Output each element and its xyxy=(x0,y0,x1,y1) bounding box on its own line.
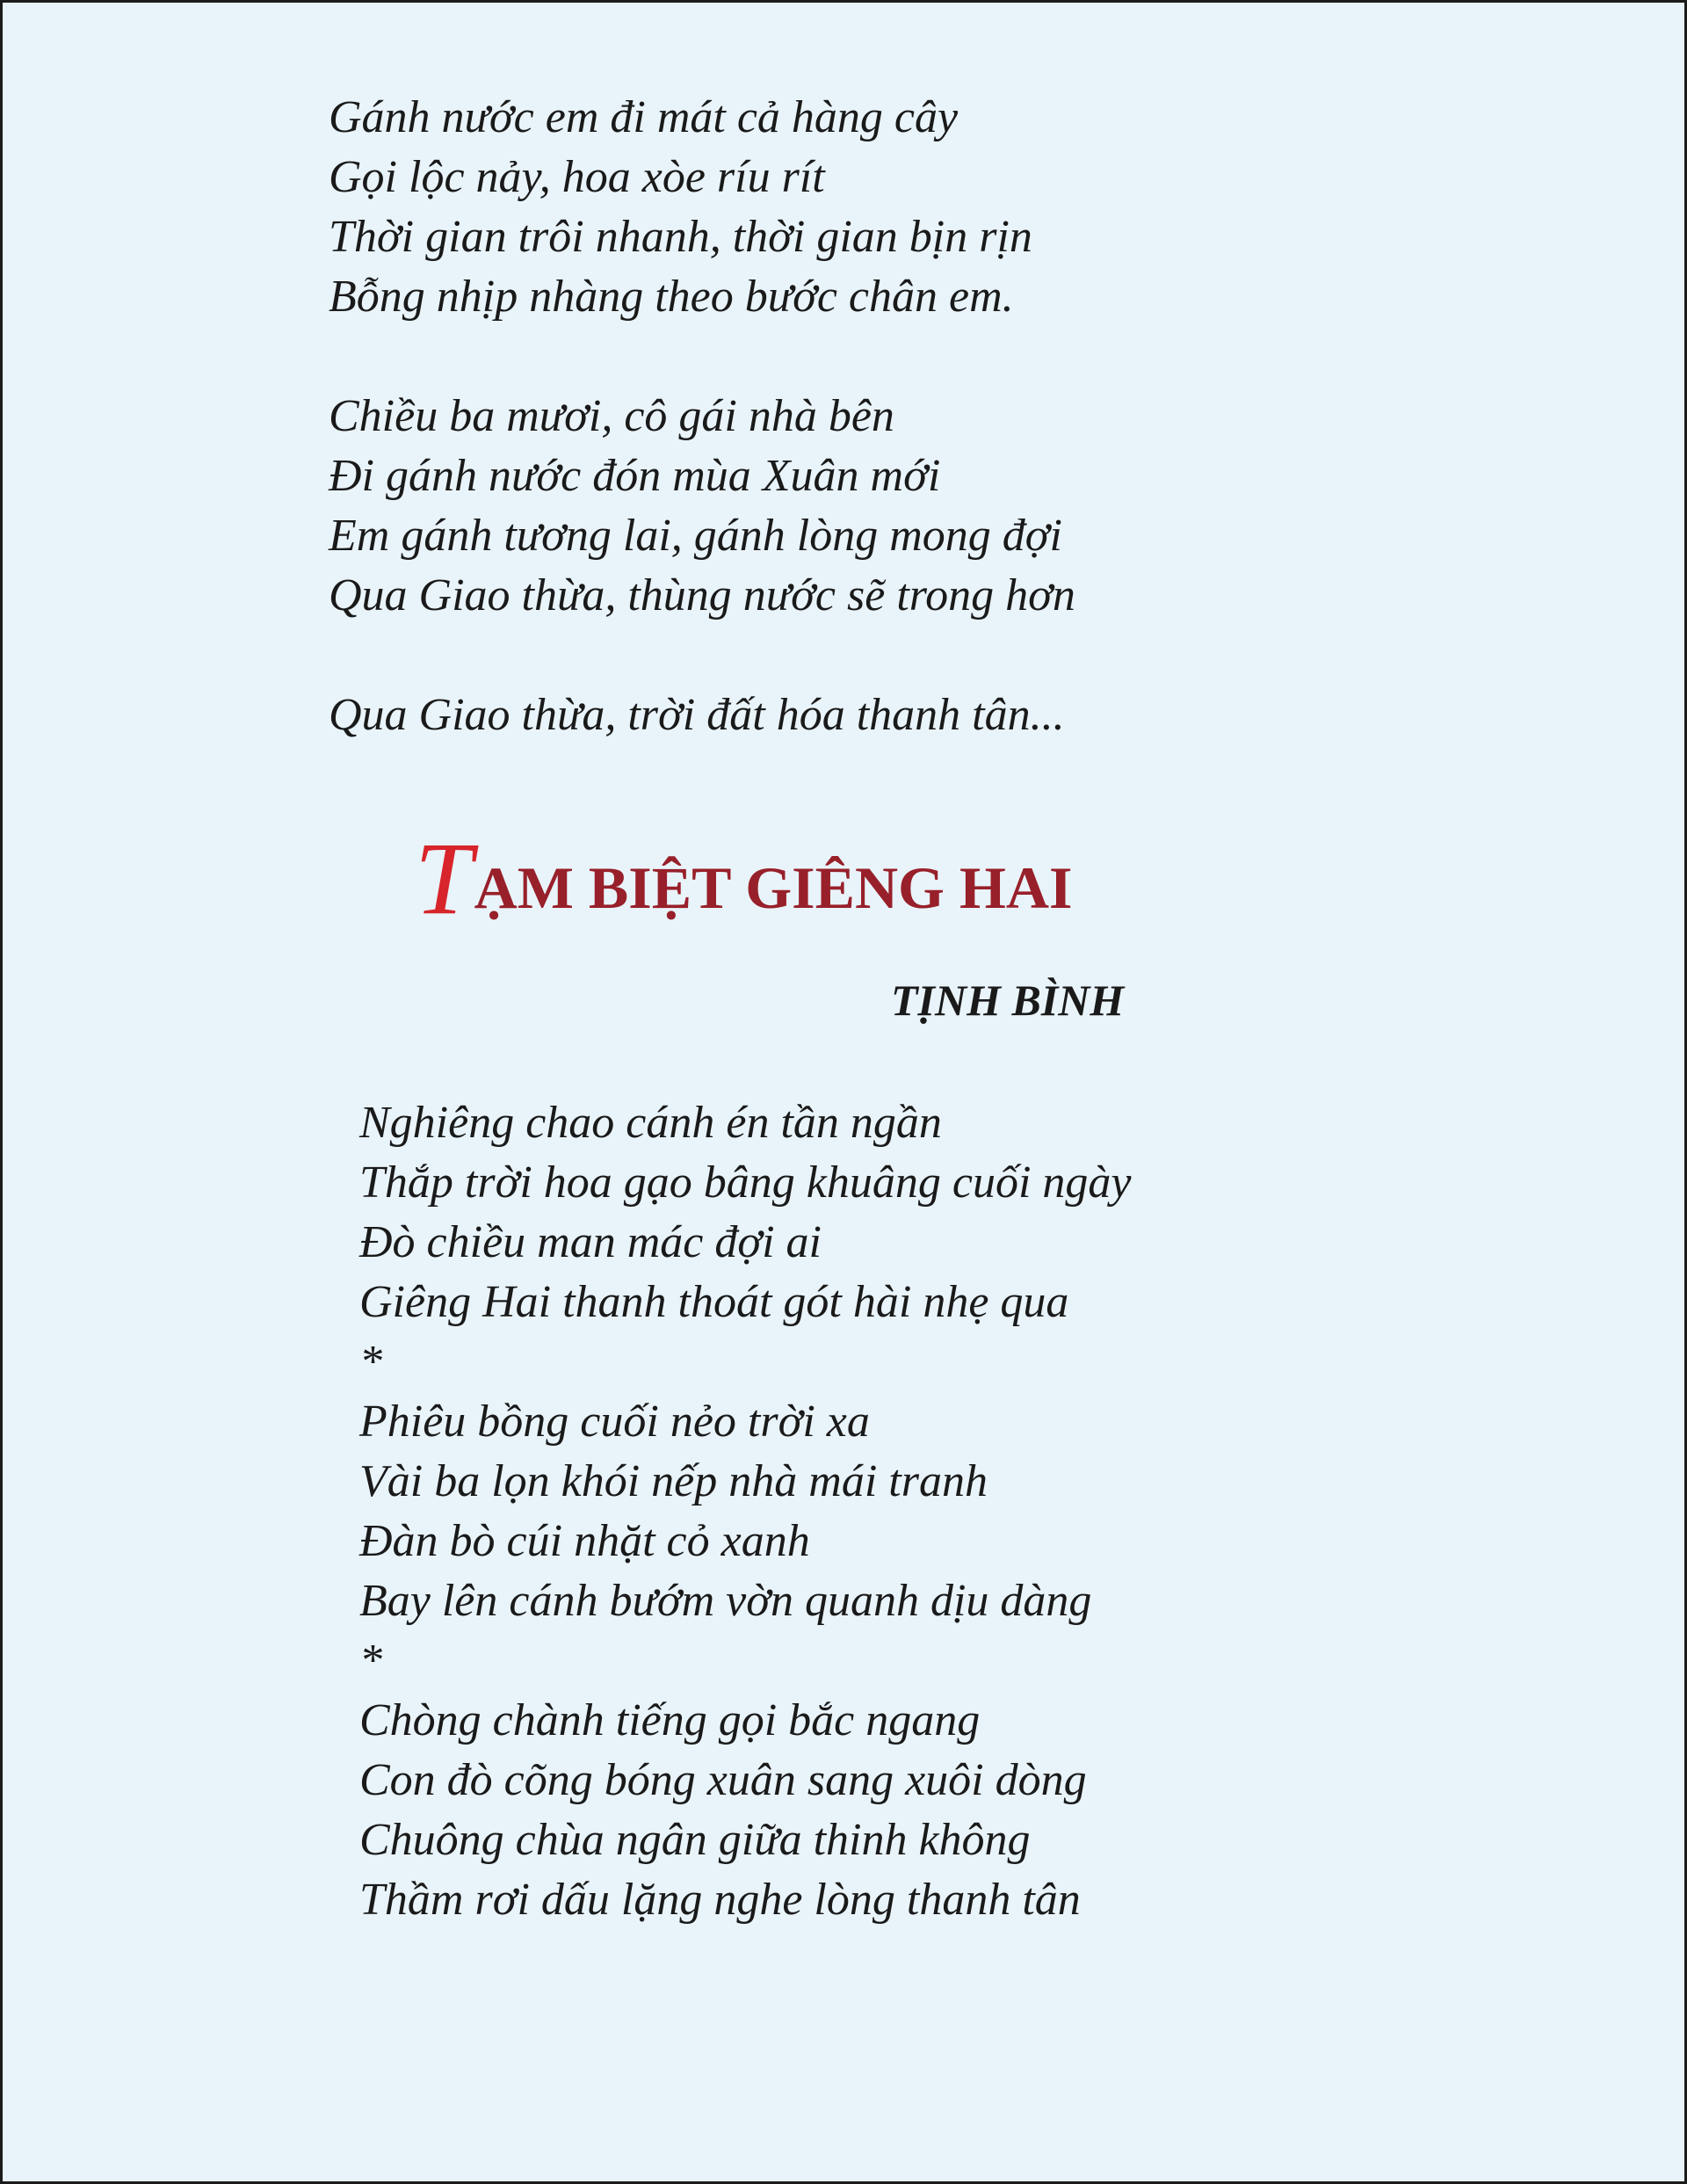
poem-title-initial: T xyxy=(415,821,473,936)
stanza-separator: * xyxy=(359,1337,382,1387)
poem-two-line: Giêng Hai thanh thoát gót hài nhẹ qua xyxy=(359,1277,1069,1327)
poem-two-line: Thầm rơi dấu lặng nghe lòng thanh tân xyxy=(359,1875,1081,1925)
poem-one-line: Em gánh tương lai, gánh lòng mong đợi xyxy=(329,511,1062,561)
poem-two-line: Đò chiều man mác đợi ai xyxy=(359,1217,822,1267)
poem-two-line: Đàn bò cúi nhặt cỏ xanh xyxy=(359,1516,810,1566)
poem-one-line: Qua Giao thừa, trời đất hóa thanh tân... xyxy=(329,690,1065,740)
poem-one-line: Chiều ba mươi, cô gái nhà bên xyxy=(329,391,894,441)
stanza-gap xyxy=(329,626,1075,686)
poem-one-line: Bỗng nhịp nhàng theo bước chân em. xyxy=(329,272,1014,322)
poem-one-line: Đi gánh nước đón mùa Xuân mới xyxy=(329,451,941,501)
poem-author: TỊNH BÌNH xyxy=(891,976,1125,1025)
poem-two-line: Bay lên cánh bướm vờn quanh dịu dàng xyxy=(359,1576,1092,1626)
poem-one-line: Thời gian trôi nhanh, thời gian bịn rịn xyxy=(329,212,1032,262)
poem-two xyxy=(359,1093,1132,1930)
poem-one-line: Qua Giao thừa, thùng nước sẽ trong hơn xyxy=(329,570,1075,620)
poem-two-line: Phiêu bồng cuối nẻo trời xa xyxy=(359,1397,870,1447)
poem-two-line: Con đò cõng bóng xuân sang xuôi dòng xyxy=(359,1755,1087,1805)
poem-two-line: Chòng chành tiếng gọi bắc ngang xyxy=(359,1695,981,1745)
poem-two-line: Vài ba lọn khói nếp nhà mái tranh xyxy=(359,1456,988,1506)
poem-one-line: Gọi lộc nảy, hoa xòe ríu rít xyxy=(329,152,825,202)
stanza-separator: * xyxy=(359,1636,382,1686)
poem-one-line: Gánh nước em đi mát cả hàng cây xyxy=(329,92,959,142)
poem-two-line: Nghiêng chao cánh én tần ngần xyxy=(359,1098,942,1148)
stanza-gap xyxy=(329,327,1075,387)
poem-two-line: Thắp trời hoa gạo bâng khuâng cuối ngày xyxy=(359,1157,1132,1208)
poem-one xyxy=(329,88,1075,745)
poem-two-line: Chuông chùa ngân giữa thinh không xyxy=(359,1815,1031,1865)
poem-title-text: ẠM BIỆT GIÊNG HAI xyxy=(474,854,1073,921)
poem-title xyxy=(415,821,1073,936)
